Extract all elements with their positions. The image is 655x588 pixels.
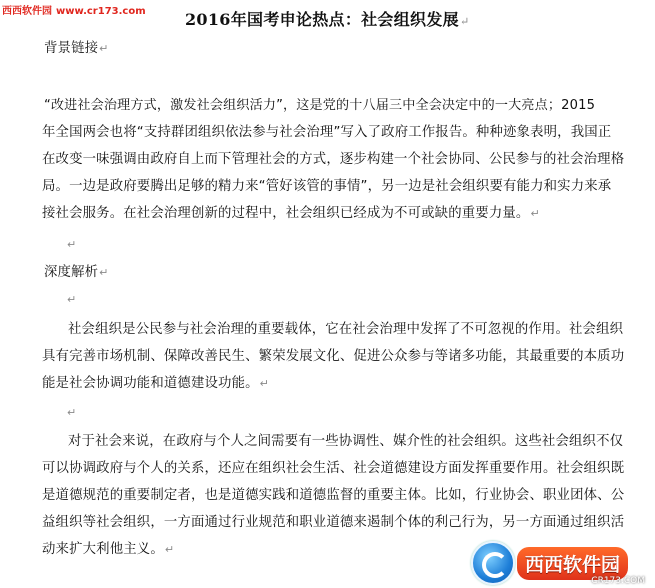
watermark-domain: CR173.COM — [591, 576, 645, 586]
heading-text: 背景链接 — [44, 41, 99, 56]
site-url: www.cr173.com — [56, 6, 146, 17]
paragraph-line — [42, 375, 269, 393]
paragraph-line: 是道德规范的重要制定者，也是道德实践和道德监督的重要主体。比如，行业协会、职业团体、公 — [42, 488, 625, 503]
title-text: 2016年国考申论热点：社会组织发展 — [185, 10, 459, 29]
empty-paragraph — [66, 404, 76, 422]
paragraph-mark-icon: ↵ — [99, 266, 109, 279]
site-name: 西西软件园 — [2, 6, 52, 17]
empty-paragraph — [66, 236, 76, 254]
heading-text: 深度解析 — [44, 265, 99, 280]
paragraph-line: 局。一边是政府要腾出足够的精力来“管好该管的事情”，另一边是社会组织要有能力和实力来承 — [42, 179, 612, 194]
paragraph-mark-icon: ↵ — [67, 406, 77, 419]
paragraph-line — [42, 541, 174, 559]
paragraph-mark-icon: ↵ — [67, 293, 77, 306]
paragraph-mark-icon: ↵ — [164, 543, 175, 556]
paragraph-line: 年全国两会也将“支持群团组织依法参与社会治理”写入了政府工作报告。种种迹象表明，我国正 — [42, 125, 612, 140]
paragraph-line: 可以协调政府与个人的关系，还应在组织社会生活、社会道德建设方面发挥重要作用。社会组织既 — [42, 461, 625, 476]
watermark-logo-icon — [471, 541, 515, 585]
paragraph-mark-icon: ↵ — [459, 15, 470, 28]
line-text: 动来扩大利他主义。 — [42, 542, 164, 557]
paragraph-mark-icon: ↵ — [530, 207, 540, 220]
site-watermark — [471, 540, 653, 586]
paragraph-mark-icon: ↵ — [259, 377, 270, 390]
line-text: 接社会服务。在社会治理创新的过程中，社会组织已经成为不可或缺的重要力量。 — [42, 206, 530, 221]
paragraph-line: 社会组织是公民参与社会治理的重要载体，它在社会治理中发挥了不可忽视的作用。社会组织 — [68, 322, 624, 337]
paragraph-line: “改进社会治理方式，激发社会组织活力”，这是党的十八届三中全会决定中的一大亮点；2015 — [44, 98, 596, 113]
background-heading — [44, 40, 109, 58]
paragraph-line — [42, 205, 540, 223]
paragraph-line: 益组织等社会组织，一方面通过行业规范和职业道德来遏制个体的利己行为，另一方面通过组织活 — [42, 515, 625, 530]
document-title — [185, 7, 469, 30]
line-text: 能是社会协调功能和道德建设功能。 — [42, 376, 259, 391]
site-tag — [2, 2, 146, 17]
empty-paragraph — [66, 291, 76, 309]
paragraph-line: 对于社会来说，在政府与个人之间需要有一些协调性、媒介性的社会组织。这些社会组织不仅 — [68, 434, 624, 449]
paragraph-line: 在改变一味强调由政府自上而下管理社会的方式，逐步构建一个社会协同、公民参与的社会治理格 — [42, 152, 625, 167]
paragraph-mark-icon: ↵ — [99, 42, 109, 55]
paragraph-line: 具有完善市场机制、保障改善民生、繁荣发展文化、促进公众参与等诸多功能，其最重要的本质功 — [42, 349, 625, 364]
analysis-heading — [44, 264, 109, 282]
watermark-brand: 西西软件园 — [517, 547, 628, 580]
paragraph-mark-icon: ↵ — [67, 238, 77, 251]
